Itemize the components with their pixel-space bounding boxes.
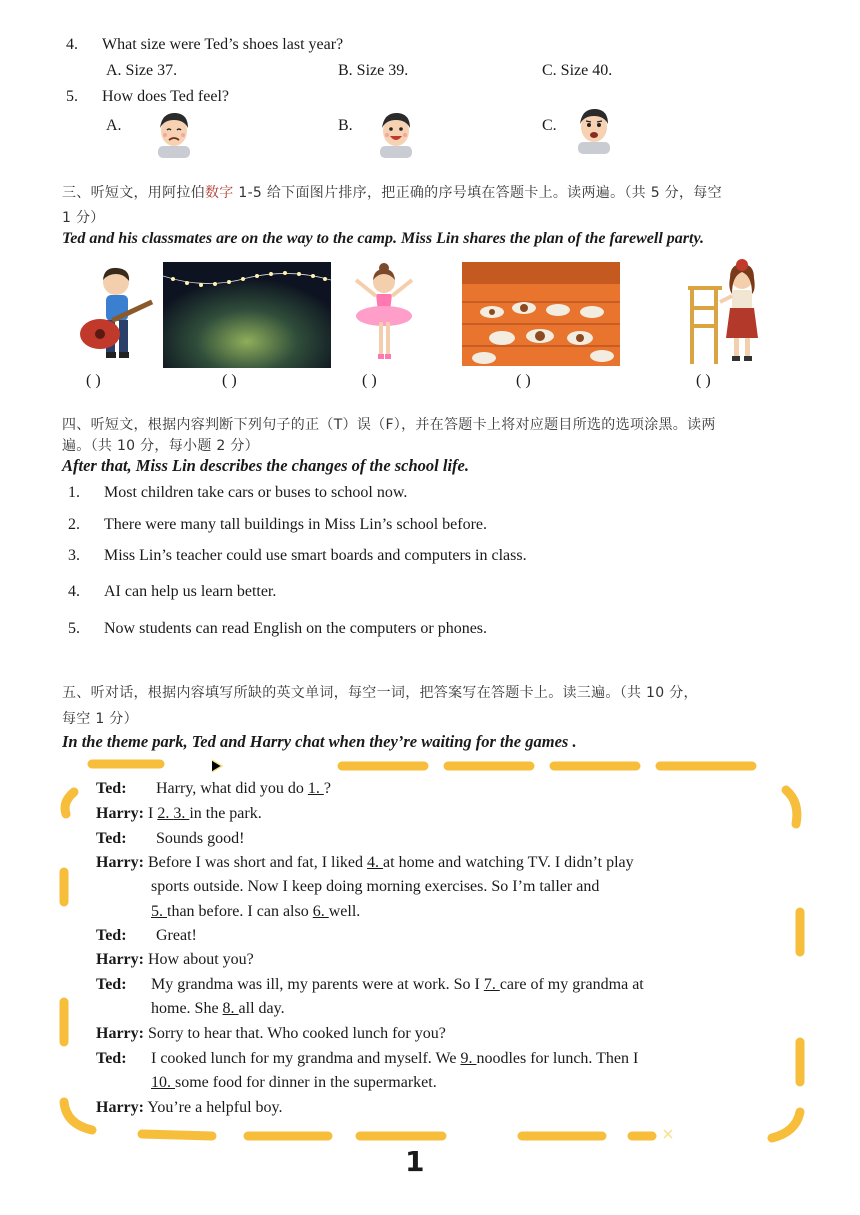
question-5	[66, 88, 229, 106]
statement-number: 2.	[68, 516, 80, 533]
option-b: B.	[338, 117, 353, 134]
answer-parentheses: ( )	[86, 372, 101, 389]
dialogue-text: My grandma was ill, my parents were at work. So I	[151, 976, 484, 993]
answer-blank: 10.	[151, 1074, 175, 1091]
dialogue-line	[96, 951, 254, 969]
dialogue-text: in the park.	[189, 805, 262, 822]
answer-blank: 1.	[307, 780, 324, 797]
dialogue-text: well.	[328, 903, 361, 920]
dialogue-line	[96, 927, 197, 945]
heading-text: 1-5 给下面图片排序，把正确的序号填在答题卡上。读两遍。（共 5 分，每空	[233, 185, 722, 201]
statement-item	[68, 547, 527, 565]
speaker-label: Harry:	[96, 854, 144, 871]
statement-number: 4.	[68, 583, 80, 600]
dialogue-text: some food for dinner in the supermarket.	[175, 1074, 437, 1091]
speaker-label: Harry:	[96, 1099, 144, 1116]
worried-boy-icon	[570, 102, 618, 154]
answer-blank: 8.	[222, 1000, 239, 1017]
section-3-intro: Ted and his classmates are on the way to the camp. Miss Lin shares the plan of the farewell party.	[62, 230, 704, 247]
dialogue-line	[151, 903, 360, 921]
dialogue-text: at home and watching TV. I didn’t play	[383, 854, 634, 871]
question-text: How does Ted feel?	[102, 88, 229, 105]
girl-with-chair-picture	[682, 256, 774, 366]
dialogue-line	[96, 780, 331, 798]
statement-number: 1.	[68, 484, 80, 501]
dialogue-text: all day.	[238, 1000, 285, 1017]
speaker-label: Ted:	[96, 830, 127, 847]
statement-number: 3.	[68, 547, 80, 564]
section-4-intro: After that, Miss Lin describes the changes of the school life.	[62, 456, 470, 475]
statement-item	[68, 516, 487, 534]
dialogue-line: sports outside. Now I keep doing morning exercises. So I’m taller and	[151, 878, 600, 895]
statement-item	[68, 583, 276, 601]
option-a: A.	[106, 117, 122, 134]
dialogue-text: home. She	[151, 1000, 223, 1017]
answer-blank: 2.	[157, 805, 174, 822]
dialogue-line	[151, 1000, 285, 1018]
section-3-heading	[62, 182, 722, 202]
statement-item	[68, 484, 407, 502]
speaker-label: Harry:	[96, 1025, 144, 1042]
ballet-girl-picture	[346, 260, 422, 368]
dialogue-text: Sounds good!	[156, 830, 245, 847]
food-table-picture	[462, 262, 620, 366]
answer-blank: 7.	[483, 976, 500, 993]
dialogue-line	[96, 830, 244, 848]
statement-text: AI can help us learn better.	[104, 583, 277, 600]
speaker-label: Ted:	[96, 927, 127, 944]
speaker-label: Ted:	[96, 976, 127, 993]
speaker-label: Ted:	[96, 780, 127, 797]
answer-blank: 9.	[460, 1050, 477, 1067]
dialogue-text: care of my grandma at	[499, 976, 644, 993]
dialogue-text: Before I was short and fat, I liked	[147, 854, 368, 871]
heading-text: 三、听短文，用阿拉伯	[62, 185, 205, 201]
question-text: What size were Ted’s shoes last year?	[102, 36, 344, 53]
section-5-heading-line2: 每空 1 分）	[62, 711, 138, 727]
dialogue-line	[96, 854, 634, 872]
page-number: 1	[405, 1145, 425, 1178]
speaker-label: Ted:	[96, 1050, 127, 1067]
dialogue-text: You’re a helpful boy.	[147, 1099, 283, 1116]
statement-number: 5.	[68, 620, 80, 637]
dialogue-text: ?	[323, 780, 331, 797]
dialogue-line	[96, 1050, 638, 1068]
question-number: 4.	[66, 36, 78, 53]
statement-text: Most children take cars or buses to school now.	[104, 484, 408, 501]
answer-blank: 3.	[173, 805, 190, 822]
night-lights-picture	[163, 262, 331, 368]
option-a: A. Size 37.	[106, 62, 178, 79]
happy-boy-icon	[372, 106, 420, 158]
section-5-intro: In the theme park, Ted and Harry chat when they’re waiting for the games .	[62, 732, 577, 751]
question-number: 5.	[66, 88, 78, 105]
answer-parentheses: ( )	[222, 372, 237, 389]
statement-text: Now students can read English on the computers or phones.	[104, 620, 488, 637]
statement-text: Miss Lin’s teacher could use smart boards and computers in class.	[104, 547, 527, 564]
speaker-label: Harry:	[96, 805, 144, 822]
question-4	[66, 36, 343, 54]
heading-highlight: 数字	[205, 185, 234, 201]
answer-parentheses: ( )	[362, 372, 377, 389]
guitar-boy-picture	[70, 264, 160, 368]
option-c: C. Size 40.	[542, 62, 613, 79]
dialogue-text: noodles for lunch. Then I	[476, 1050, 639, 1067]
dialogue-line	[96, 1099, 282, 1117]
sad-boy-icon	[150, 106, 198, 158]
statement-item	[68, 620, 487, 638]
dialogue-text: Great!	[156, 927, 197, 944]
dialogue-line	[96, 976, 644, 994]
statement-text: There were many tall buildings in Miss Lin’s school before.	[104, 516, 488, 533]
dialogue-text: Harry, what did you do	[156, 780, 308, 797]
answer-blank: 6.	[312, 903, 329, 920]
section-4-heading: 四、听短文，根据内容判断下列句子的正（T）误（F），并在答题卡上将对应题目所选的选项涂黑。读两	[62, 417, 716, 433]
dialogue-text: I	[147, 805, 158, 822]
option-b: B. Size 39.	[338, 62, 409, 79]
answer-parentheses: ( )	[696, 372, 711, 389]
section-5-heading: 五、听对话，根据内容填写所缺的英文单词，每空一词，把答案写在答题卡上。读三遍。（共 10 分，	[62, 685, 698, 701]
dialogue-line	[96, 805, 262, 823]
dialogue-text: Sorry to hear that. Who cooked lunch for you?	[147, 1025, 446, 1042]
dialogue-text: I cooked lunch for my grandma and myself. We	[151, 1050, 461, 1067]
answer-blank: 5.	[151, 903, 167, 920]
dialogue-text: How about you?	[147, 951, 254, 968]
dialogue-line	[96, 1025, 446, 1043]
answer-parentheses: ( )	[516, 372, 531, 389]
dialogue-text: than before. I can also	[167, 903, 313, 920]
option-c: C.	[542, 117, 557, 134]
section-4-heading-line2: 遍。（共 10 分，每小题 2 分）	[62, 438, 259, 454]
section-3-heading-line2: 1 分）	[62, 210, 105, 226]
speaker-label: Harry:	[96, 951, 144, 968]
answer-blank: 4.	[367, 854, 384, 871]
dialogue-line	[151, 1074, 437, 1092]
